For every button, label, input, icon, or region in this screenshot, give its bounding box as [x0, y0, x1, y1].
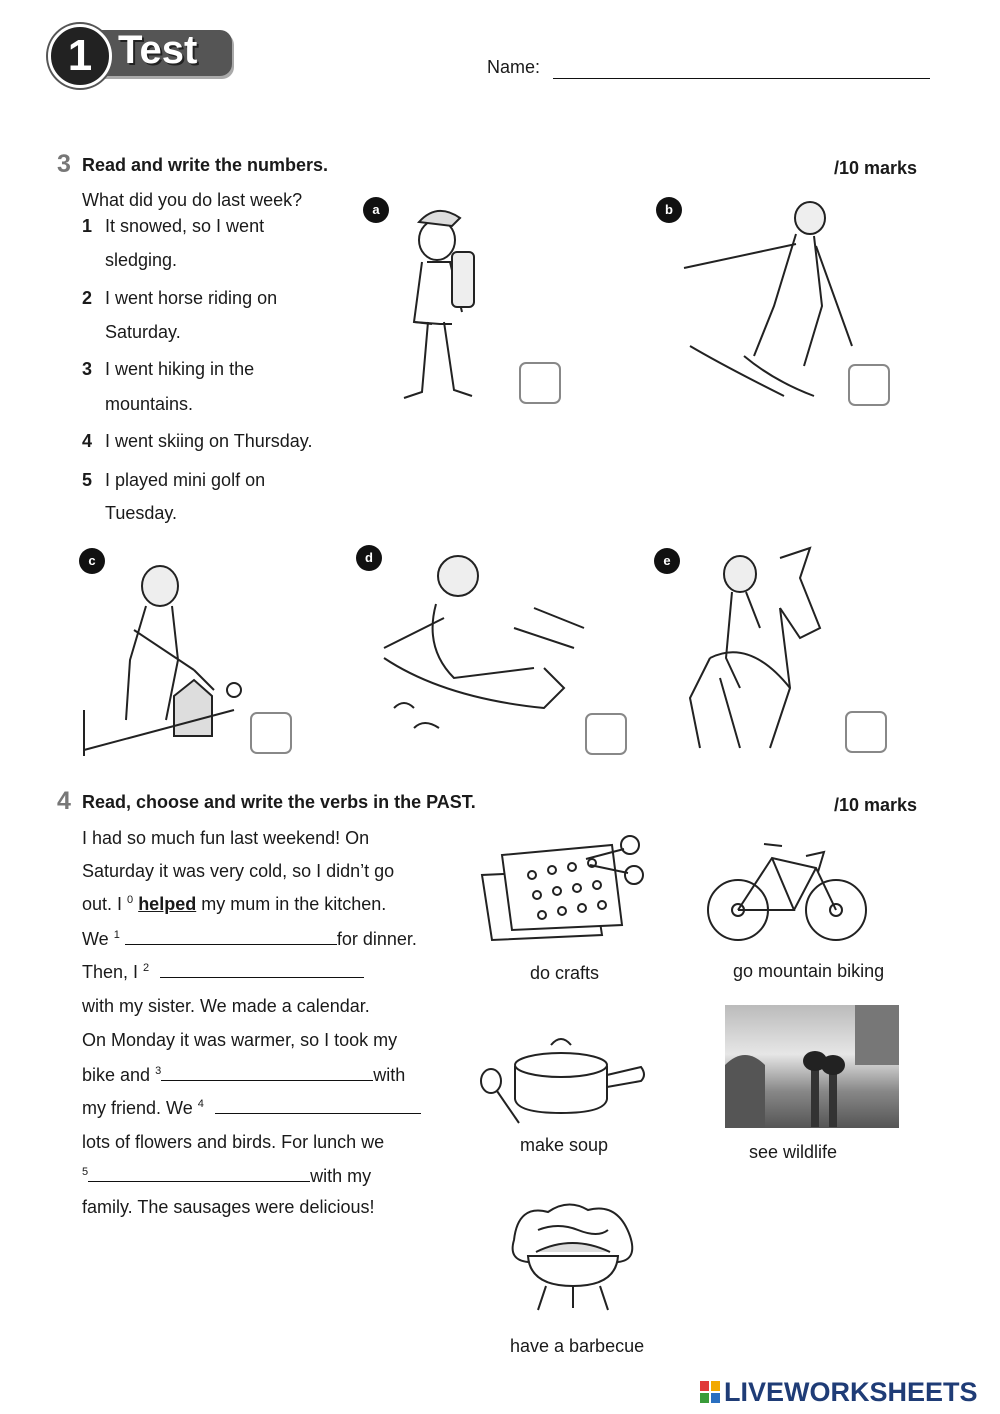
gap-number-4: 4 [197, 1098, 204, 1110]
passage-text: with my [310, 1166, 372, 1186]
item-text: I went hiking in the [105, 359, 255, 379]
option-caption: see wildlife [749, 1142, 838, 1162]
passage-text: out. I [82, 894, 123, 914]
name-input-line[interactable] [553, 78, 930, 79]
answer-box-e[interactable] [845, 711, 887, 753]
answer-box-b[interactable] [848, 364, 890, 406]
option-caption: make soup [520, 1135, 609, 1155]
passage-text: bike and [82, 1065, 151, 1085]
gap-3-input[interactable] [161, 1065, 373, 1081]
item-number: 3 [82, 359, 93, 379]
item-text: I played mini golf on [105, 470, 266, 490]
horse-rider-icon [680, 548, 830, 748]
item-text: It snowed, so I went [105, 216, 265, 236]
birds-icon [725, 1005, 899, 1128]
name-label: Name: [487, 57, 541, 77]
hiker-icon [392, 192, 502, 412]
option-caption: do crafts [530, 963, 600, 983]
passage-text: my friend. We [82, 1098, 193, 1118]
item-number: 5 [82, 470, 93, 490]
passage-line: On Monday it was warmer, so I took my [82, 1030, 398, 1050]
mini-golf-icon [84, 560, 244, 756]
liveworksheets-logo-icon [700, 1381, 720, 1403]
item-number: 4 [82, 431, 93, 451]
gap-1-input[interactable] [125, 929, 337, 945]
section-4-number: 4 [57, 787, 71, 815]
example-answer: helped [138, 894, 197, 914]
crafts-icon [482, 835, 648, 945]
item-text: Saturday. [105, 322, 181, 342]
answer-box-a[interactable] [519, 362, 561, 404]
picture-letter-c: c [79, 548, 105, 574]
gap-4-input[interactable] [215, 1098, 421, 1114]
gap-number-5: 5 [82, 1166, 89, 1178]
passage-text: Then, I [82, 962, 139, 982]
item-text: I went horse riding on [105, 288, 278, 308]
sledge-icon [384, 548, 584, 744]
option-caption: have a barbecue [510, 1336, 645, 1356]
passage-line: family. The sausages were delicious! [82, 1197, 375, 1217]
gap-number-2: 2 [143, 962, 150, 974]
passage-text: with [373, 1065, 406, 1085]
passage-line [82, 929, 417, 948]
bicycle-icon [706, 838, 868, 948]
answer-box-d[interactable] [585, 713, 627, 755]
answer-box-c[interactable] [250, 712, 292, 754]
picture-letter-a: a [363, 197, 389, 223]
picture-letter-b: b [656, 197, 682, 223]
badge-word: Test [118, 28, 198, 72]
item-text: I went skiing on Thursday. [105, 431, 313, 451]
passage-line [82, 1065, 405, 1084]
gap-number-0: 0 [127, 894, 134, 906]
passage-line: with my sister. We made a calendar. [82, 996, 370, 1016]
item-number: 1 [82, 216, 93, 236]
section-3-marks: /10 marks [834, 158, 918, 178]
section-4-title: Read, choose and write the verbs in the PAST. [82, 792, 476, 812]
passage-line [82, 1098, 421, 1117]
badge-number: 1 [48, 24, 112, 88]
gap-5-input[interactable] [88, 1166, 310, 1182]
passage-text: my mum in the kitchen. [201, 894, 387, 914]
passage-line [82, 1160, 371, 1185]
gap-2-input[interactable] [160, 962, 364, 978]
gap-number-3: 3 [155, 1065, 162, 1077]
saucepan-icon [481, 1031, 647, 1127]
passage-text: for dinner. [336, 929, 417, 949]
item-text: Tuesday. [105, 503, 178, 523]
picture-letter-d: d [356, 545, 382, 571]
passage-line [82, 895, 386, 913]
section-4-marks: /10 marks [834, 795, 918, 815]
item-text: sledging. [105, 250, 178, 270]
barbecue-icon [508, 1200, 638, 1312]
passage-line [82, 962, 364, 981]
section-3-title: Read and write the numbers. [82, 155, 329, 175]
gap-number-1: 1 [113, 929, 120, 941]
birds-photo [725, 1005, 899, 1128]
passage-line: I had so much fun last weekend! On [82, 828, 370, 848]
section-3-number: 3 [57, 150, 71, 178]
passage-text: We [82, 929, 109, 949]
item-text: mountains. [105, 394, 194, 414]
option-caption: go mountain biking [733, 961, 885, 981]
section-3-question: What did you do last week? [82, 190, 303, 210]
picture-letter-e: e [654, 548, 680, 574]
item-number: 2 [82, 288, 93, 308]
passage-line: lots of flowers and birds. For lunch we [82, 1132, 385, 1152]
passage-line: Saturday it was very cold, so I didn’t go [82, 861, 395, 881]
test-badge [48, 24, 236, 86]
footer-brand-text: LIVEWORKSHEETS [724, 1377, 978, 1407]
skier-icon [684, 196, 860, 400]
